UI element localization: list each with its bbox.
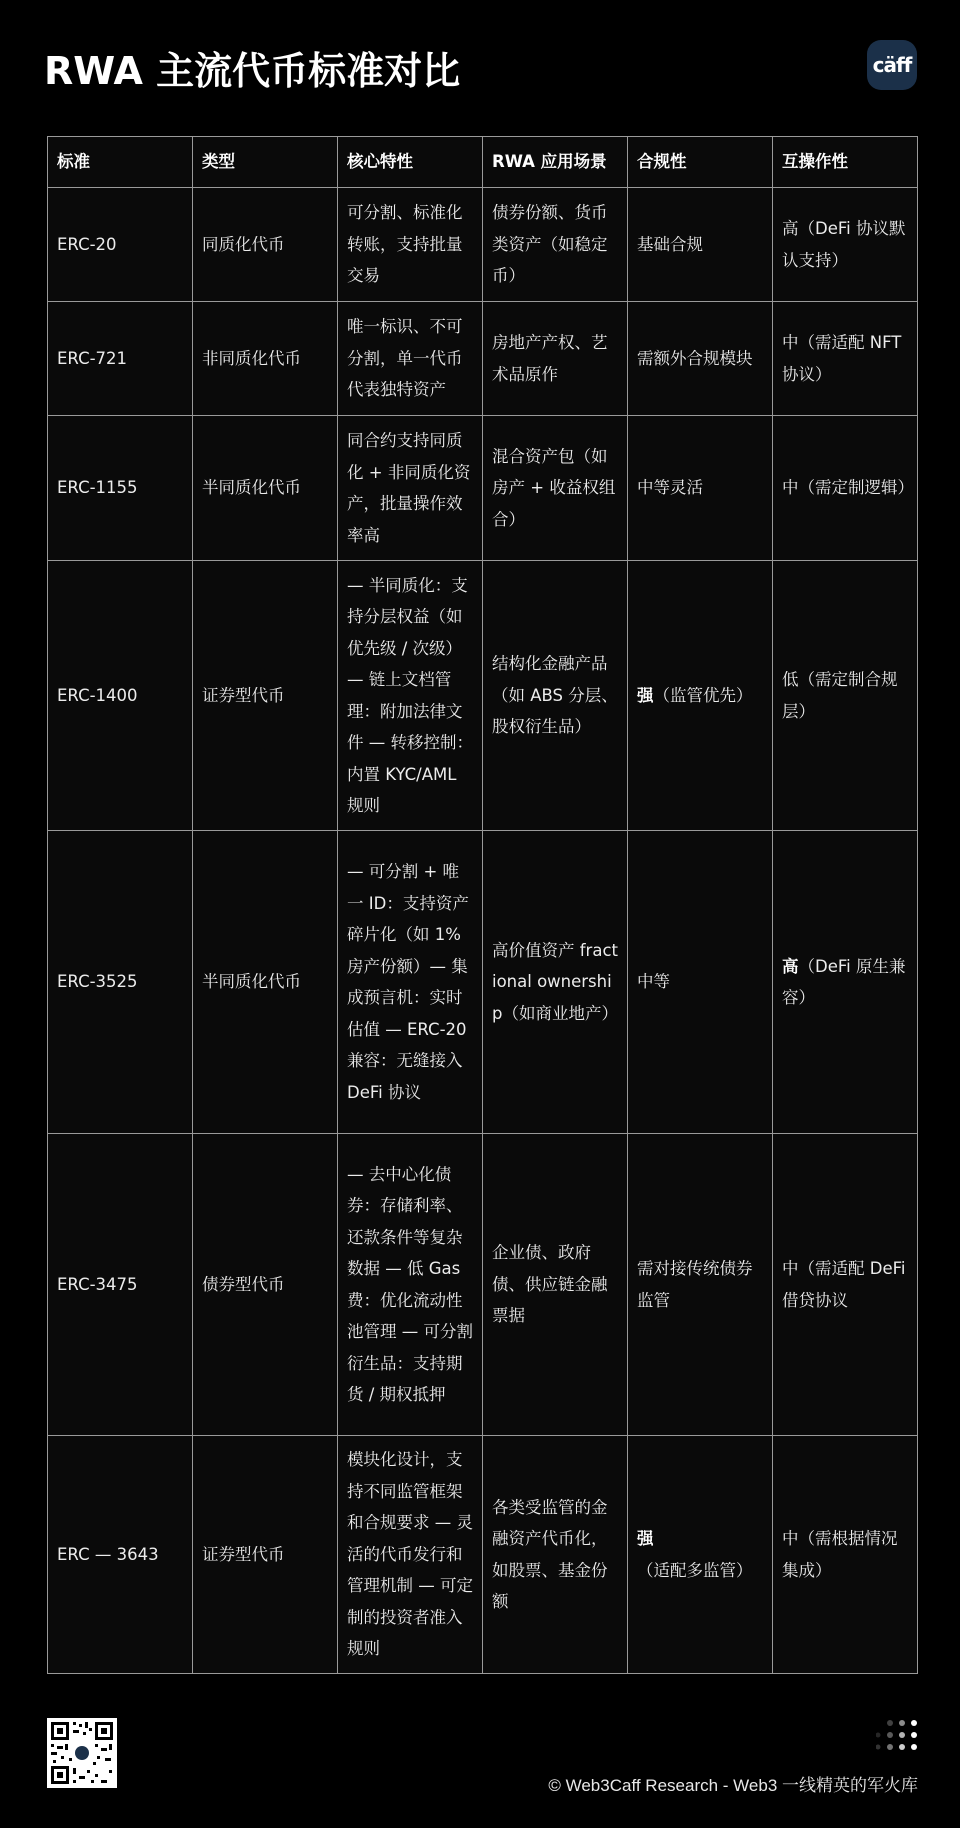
table-row (48, 188, 918, 302)
footer-credit: © Web3Caff Research - Web3 一线精英的军火库 (548, 1776, 918, 1795)
table-row (48, 1436, 918, 1674)
cell-features: 可分割、标准化转账，支持批量交易 (338, 188, 483, 302)
cell-type: 半同质化代币 (193, 416, 338, 561)
cell-features: 唯一标识、不可分割，单一代币代表独特资产 (338, 302, 483, 416)
cell-scenario: 债券份额、货币类资产（如稳定币） (483, 188, 628, 302)
cell-compliance (628, 1436, 773, 1674)
header-compliance: 合规性 (628, 137, 773, 188)
compliance-text: 基础合规 (637, 234, 703, 254)
table-row (48, 831, 918, 1134)
cell-interop (773, 188, 918, 302)
interop-text: 中（需根据情况集成） (782, 1529, 898, 1580)
cell-interop (773, 1134, 918, 1436)
table-row (48, 561, 918, 831)
cell-scenario: 结构化金融产品（如 ABS 分层、股权衍生品） (483, 561, 628, 831)
table-row (48, 416, 918, 561)
compliance-text: （适配多监管） (637, 1560, 753, 1580)
interop-text: （DeFi 原生兼容） (782, 956, 906, 1007)
cell-features: 模块化设计，支持不同监管框架和合规要求 — 灵活的代币发行和管理机制 — 可定制的投资者准入规则 (338, 1436, 483, 1674)
page-title: RWA 主流代币标准对比 (44, 49, 461, 93)
interop-text: 中（需适配 DeFi 借贷协议 (782, 1259, 906, 1310)
cell-scenario: 混合资产包（如房产 + 收益权组合） (483, 416, 628, 561)
cell-scenario: 高价值资产 fractional ownership（如商业地产） (483, 831, 628, 1134)
cell-type: 证券型代币 (193, 561, 338, 831)
compliance-text: （监管优先） (653, 685, 753, 705)
cell-features: — 半同质化：支持分层权益（如优先级 / 次级）— 链上文档管理：附加法律文件 — 转移控制：内置 KYC/AML 规则 (338, 561, 483, 831)
header-type: 类型 (193, 137, 338, 188)
cell-standard: ERC — 3643 (48, 1436, 193, 1674)
cell-standard: ERC-20 (48, 188, 193, 302)
cell-standard: ERC-1400 (48, 561, 193, 831)
caff-logo: cäff (867, 40, 917, 90)
cell-scenario: 房地产产权、艺术品原作 (483, 302, 628, 416)
compliance-text: 需对接传统债券监管 (637, 1259, 753, 1310)
cell-interop (773, 561, 918, 831)
cell-compliance (628, 1134, 773, 1436)
header-interop: 互操作性 (773, 137, 918, 188)
cell-scenario: 各类受监管的金融资产代币化，如股票、基金份额 (483, 1436, 628, 1674)
cell-standard: ERC-1155 (48, 416, 193, 561)
table-row (48, 1134, 918, 1436)
cell-features: — 可分割 + 唯一 ID：支持资产碎片化（如 1% 房产份额）— 集成预言机：实时估值 — ERC-20 兼容：无缝接入 DeFi 协议 (338, 831, 483, 1134)
cell-type: 半同质化代币 (193, 831, 338, 1134)
cell-scenario: 企业债、政府债、供应链金融票据 (483, 1134, 628, 1436)
qr-code-icon (47, 1718, 117, 1788)
dot-grid-icon (876, 1718, 920, 1760)
interop-text: 高（DeFi 协议默认支持） (782, 219, 906, 270)
cell-type: 同质化代币 (193, 188, 338, 302)
cell-interop (773, 831, 918, 1134)
cell-features: 同合约支持同质化 + 非同质化资产，批量操作效率高 (338, 416, 483, 561)
cell-type: 债券型代币 (193, 1134, 338, 1436)
interop-text: 低（需定制合规层） (782, 670, 898, 721)
interop-text: 中（需适配 NFT 协议） (782, 333, 902, 384)
table-header-row (48, 137, 918, 188)
cell-compliance (628, 188, 773, 302)
cell-standard: ERC-721 (48, 302, 193, 416)
cell-standard: ERC-3525 (48, 831, 193, 1134)
cell-features: — 去中心化债券：存储利率、还款条件等复杂数据 — 低 Gas 费：优化流动性池管理 — 可分割衍生品：支持期货 / 期权抵押 (338, 1134, 483, 1436)
cell-type: 非同质化代币 (193, 302, 338, 416)
compliance-emphasis: 强 (637, 685, 654, 705)
cell-standard: ERC-3475 (48, 1134, 193, 1436)
comparison-table (47, 136, 918, 1674)
compliance-text: 中等 (637, 972, 670, 992)
compliance-text: 需额外合规模块 (637, 348, 753, 368)
cell-interop (773, 1436, 918, 1674)
header-standard: 标准 (48, 137, 193, 188)
table-row (48, 302, 918, 416)
cell-compliance (628, 416, 773, 561)
interop-text: 中（需定制逻辑） (782, 478, 914, 498)
compliance-text: 中等灵活 (637, 478, 703, 498)
cell-interop (773, 302, 918, 416)
cell-interop (773, 416, 918, 561)
cell-type: 证券型代币 (193, 1436, 338, 1674)
header-scenario: RWA 应用场景 (483, 137, 628, 188)
comparison-table-container (47, 136, 917, 1672)
interop-emphasis: 高 (782, 956, 799, 976)
cell-compliance (628, 831, 773, 1134)
compliance-emphasis: 强 (637, 1529, 654, 1548)
header-features: 核心特性 (338, 137, 483, 188)
cell-compliance (628, 561, 773, 831)
cell-compliance (628, 302, 773, 416)
